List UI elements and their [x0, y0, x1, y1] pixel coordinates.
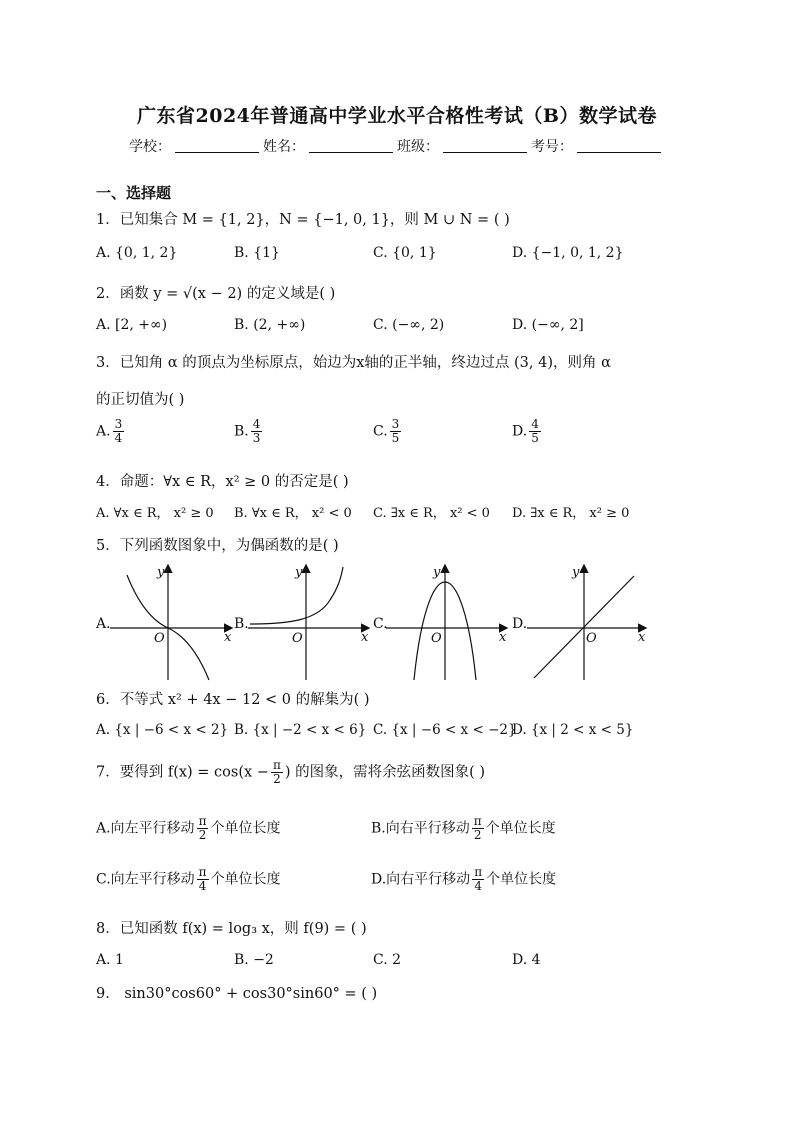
q8-option-d[interactable]: D. 4	[512, 952, 541, 968]
q7-stem-post: ) 的图象，需将余弦函数图象( )	[284, 764, 486, 781]
q3-a-prefix: A.	[96, 423, 111, 440]
q4-option-c[interactable]: C. ∃x ∈ R， x² < 0	[373, 506, 490, 521]
q7-option-b[interactable]: B.向右平行移动 $\frac{\pi}{2}$ 个单位长度	[371, 814, 556, 842]
q2-option-d[interactable]: D. (−∞, 2]	[512, 317, 584, 333]
q7-option-d[interactable]: D.向右平行移动 $\frac{\pi}{4}$ 个单位长度	[371, 865, 557, 893]
q5-option-c-label[interactable]: C.	[373, 616, 388, 632]
graph-a-x-label: x	[224, 630, 232, 645]
exam-title: 广东省2024年普通高中学业水平合格性考试（B）数学试卷	[137, 105, 657, 127]
graph-b-origin: O	[292, 631, 303, 646]
q3-c-fraction: $\frac{3}{5}$	[391, 417, 400, 445]
q7-option-a[interactable]: A.向左平行移动 $\frac{\pi}{2}$ 个单位长度	[96, 814, 281, 842]
question-2-stem: 2．函数 y = √(x − 2) 的定义域是( )	[96, 286, 336, 302]
q4-option-a[interactable]: A. ∀x ∈ R， x² ≥ 0	[96, 506, 214, 521]
q3-c-prefix: C.	[373, 423, 388, 440]
graph-b-x-label: x	[361, 630, 369, 645]
q6-option-b[interactable]: B. {x | −2 < x < 6}	[234, 722, 367, 738]
question-8-stem: 8．已知函数 f(x) = log₃ x，则 f(9) = ( )	[96, 921, 367, 937]
q6-option-c[interactable]: C. {x | −6 < x < −2}	[373, 722, 517, 738]
question-6-stem: 6．不等式 x² + 4x − 12 < 0 的解集为( )	[96, 692, 370, 708]
q1-option-d[interactable]: D. {−1, 0, 1, 2}	[512, 245, 624, 261]
q5-option-b-label[interactable]: B.	[234, 616, 249, 632]
q5-option-a-label[interactable]: A.	[96, 616, 111, 632]
q7-c-fraction: $\frac{\pi}{4}$	[198, 865, 207, 893]
q4-option-d[interactable]: D. ∃x ∈ R， x² ≥ 0	[512, 506, 630, 521]
q5-graph-d[interactable]	[527, 566, 645, 680]
q3-d-fraction: $\frac{4}{5}$	[531, 417, 539, 445]
graph-c-x-label: x	[499, 630, 507, 645]
graph-d-x-label: x	[638, 630, 646, 645]
q2-option-c[interactable]: C. (−∞, 2)	[373, 317, 445, 333]
q2-option-a[interactable]: A. [2, +∞)	[96, 317, 168, 333]
graph-c-origin: O	[431, 631, 442, 646]
q7-d-fraction: $\frac{\pi}{4}$	[474, 865, 483, 893]
q5-graph-c[interactable]	[386, 566, 506, 680]
q8-option-b[interactable]: B. −2	[234, 952, 274, 968]
q6-option-a[interactable]: A. {x | −6 < x < 2}	[96, 722, 229, 738]
q5-graph-b[interactable]	[248, 566, 368, 680]
question-9-stem: 9． sin30°cos60° + cos30°sin60° = ( )	[96, 986, 378, 1002]
section-heading: 一、选择题	[96, 184, 172, 202]
q3-d-prefix: D.	[512, 423, 528, 440]
name-label: 姓名：	[263, 139, 305, 155]
q5-graph-a[interactable]	[110, 566, 231, 680]
question-5-stem: 5．下列函数图象中，为偶函数的是( )	[96, 538, 339, 554]
question-4-stem: 4．命题：∀x ∈ R，x² ≥ 0 的否定是( )	[96, 474, 349, 490]
q7-stem-pre: 7．要得到 f(x) = cos(x −	[96, 764, 269, 781]
q2-option-b[interactable]: B. (2, +∞)	[234, 317, 306, 333]
q7-option-c[interactable]: C.向左平行移动 $\frac{\pi}{4}$ 个单位长度	[96, 865, 281, 893]
q4-option-b[interactable]: B. ∀x ∈ R， x² < 0	[234, 506, 352, 521]
q3-a-fraction: $\frac{3}{4}$	[114, 417, 123, 445]
school-label: 学校：	[129, 139, 171, 155]
question-1-stem: 1．已知集合 M = {1, 2}，N = {−1, 0, 1}，则 M ∪ N = ( )	[96, 212, 510, 228]
graph-d-y-label: y	[572, 565, 580, 580]
q7-b-fraction: $\frac{\pi}{2}$	[473, 814, 482, 842]
graph-d-origin: O	[586, 631, 597, 646]
q1-option-a[interactable]: A. {0, 1, 2}	[96, 245, 178, 261]
graph-a-origin: O	[154, 631, 165, 646]
q8-option-a[interactable]: A. 1	[96, 952, 124, 968]
question-7-stem	[96, 759, 485, 786]
q7-a-fraction: $\frac{\pi}{2}$	[198, 814, 207, 842]
q7-stem-fraction: $\frac{\pi}{2}$	[272, 758, 281, 786]
graph-c-y-label: y	[433, 565, 441, 580]
q5-option-d-label[interactable]: D.	[512, 616, 528, 632]
class-label: 班级：	[397, 139, 439, 155]
question-3-stem-line2: 的正切值为( )	[96, 392, 185, 408]
q8-option-c[interactable]: C. 2	[373, 952, 402, 968]
graph-b-y-label: y	[295, 565, 303, 580]
question-3-stem-line1: 3．已知角 α 的顶点为坐标原点，始边为x轴的正半轴，终边过点 (3, 4)，则角 α	[96, 355, 611, 371]
q1-option-b[interactable]: B. {1}	[234, 245, 280, 261]
q3-b-fraction: $\frac{4}{3}$	[252, 417, 261, 445]
graph-a-y-label: y	[157, 565, 165, 580]
q3-b-prefix: B.	[234, 423, 249, 440]
id-label: 考号：	[531, 139, 573, 155]
q6-option-d[interactable]: D. {x | 2 < x < 5}	[512, 722, 634, 738]
q1-option-c[interactable]: C. {0, 1}	[373, 245, 437, 261]
